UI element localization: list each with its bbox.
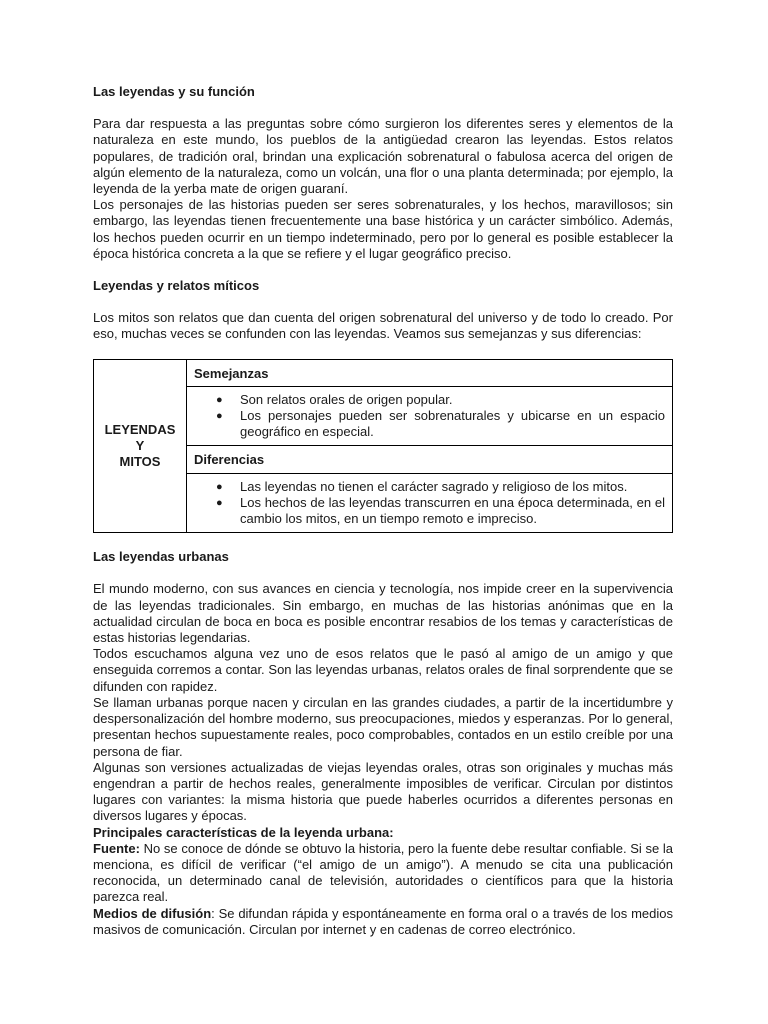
diferencias-cell [187, 473, 673, 533]
section-title-leyendas-miticos: Leyendas y relatos míticos [93, 278, 260, 294]
paragraph: El mundo moderno, con sus avances en ciencia y tecnología, nos impide creer en la supervivencia de las leyendas tradicionales. Sin embargo, en muchas de las historias anónimas que en la actualidad circulan de boca en boca es posible encontrar resabios de los temas y características de estas historias legendarias. [93, 581, 673, 646]
list-item: ● Las leyendas no tienen el carácter sagrado y religioso de los mitos. [216, 478, 628, 494]
comparison-table [93, 359, 673, 534]
paragraph-fuente: Fuente: No se conoce de dónde se obtuvo la historia, pero la fuente debe resultar confiable. Si se la menciona, es difícil de verificar (“el amigo de un amigo”). A menudo se cita una publicación reconocida, un determinado canal de televisión, autoridades o científicos para que la historia parezca real. [93, 840, 673, 905]
semejanzas-cell [187, 386, 673, 446]
paragraph: Los mitos son relatos que dan cuenta del origen sobrenatural del universo y de todo lo creado. Por eso, muchas veces se confunden con las leyendas. Veamos sus semejanzas y sus diferencias: [93, 310, 673, 342]
section-title-leyendas-urbanas: Las leyendas urbanas [93, 549, 229, 565]
paragraph: Para dar respuesta a las preguntas sobre cómo surgieron los diferentes seres y elementos de la naturaleza en este mundo, los pueblos de la antigüedad crearon las leyendas. Estos relatos populares, de tradición oral, brindan una explicación sobrenatural o fabulosa acerca del origen de algún elemento de la naturaleza, como un volcán, una flor o una planta determinada; por ejemplo, la leyenda de la yerba mate de origen guaraní. [93, 116, 673, 197]
document-page [93, 84, 673, 938]
paragraph: Los personajes de las historias pueden ser seres sobrenaturales, y los hechos, maravillosos; sin embargo, las leyendas tienen frecuentemente una base histórica y un carácter simbólico. Además, los hechos pueden ocurrir en un tiempo indeterminado, pero por lo general es posible establecer la época histórica concreta a la que se refiere y el lugar geográfico preciso. [93, 197, 673, 261]
diferencias-header: Diferencias [187, 446, 673, 473]
paragraph: Algunas son versiones actualizadas de viejas leyendas orales, otras son originales y muchas más engendran a partir de hechos reales, generalmente imposibles de verificar. Circulan por distintos lugares con variantes: la misma historia que puede haberles ocurridos a diferentes personas en diversos lugares y épocas. [93, 759, 673, 824]
paragraph-medios: Medios de difusión: Se difundan rápida y espontáneamente en forma oral o a través de los medios masivos de comunicación. Circulan por internet y en cadenas de correo electrónico. [93, 905, 673, 937]
semejanzas-header: Semejanzas [187, 359, 673, 386]
diferencias-list [194, 479, 665, 528]
semejanzas-list [194, 392, 665, 441]
table-left-label: LEYENDAS Y MITOS [94, 359, 187, 533]
section-title-leyendas-funcion: Las leyendas y su función [93, 84, 255, 99]
list-item: ● Los hechos de las leyendas transcurren en una época determinada, en el cambio los mitos, en un tiempo remoto e impreciso. [216, 494, 665, 527]
paragraph: Se llaman urbanas porque nacen y circulan en las grandes ciudades, a partir de la incertidumbre y despersonalización del hombre moderno, sus preocupaciones, miedos y esperanzas. Por lo general, presentan hechos supuestamente reales, poco comprobables, contados en un estilo creíble por una persona de fiar. [93, 694, 673, 759]
list-item: ● Los personajes pueden ser sobrenaturales y ubicarse en un espacio geográfico en especial. [216, 408, 665, 440]
subsection-title-caracteristicas: Principales características de la leyenda urbana: [93, 824, 394, 840]
paragraph: Todos escuchamos alguna vez uno de esos relatos que le pasó al amigo de un amigo y que enseguida corremos a contar. Son las leyendas urbanas, relatos orales de final sorprendente que se difunden con rapidez. [93, 646, 673, 694]
list-item: ● Son relatos orales de origen popular. [216, 391, 453, 407]
